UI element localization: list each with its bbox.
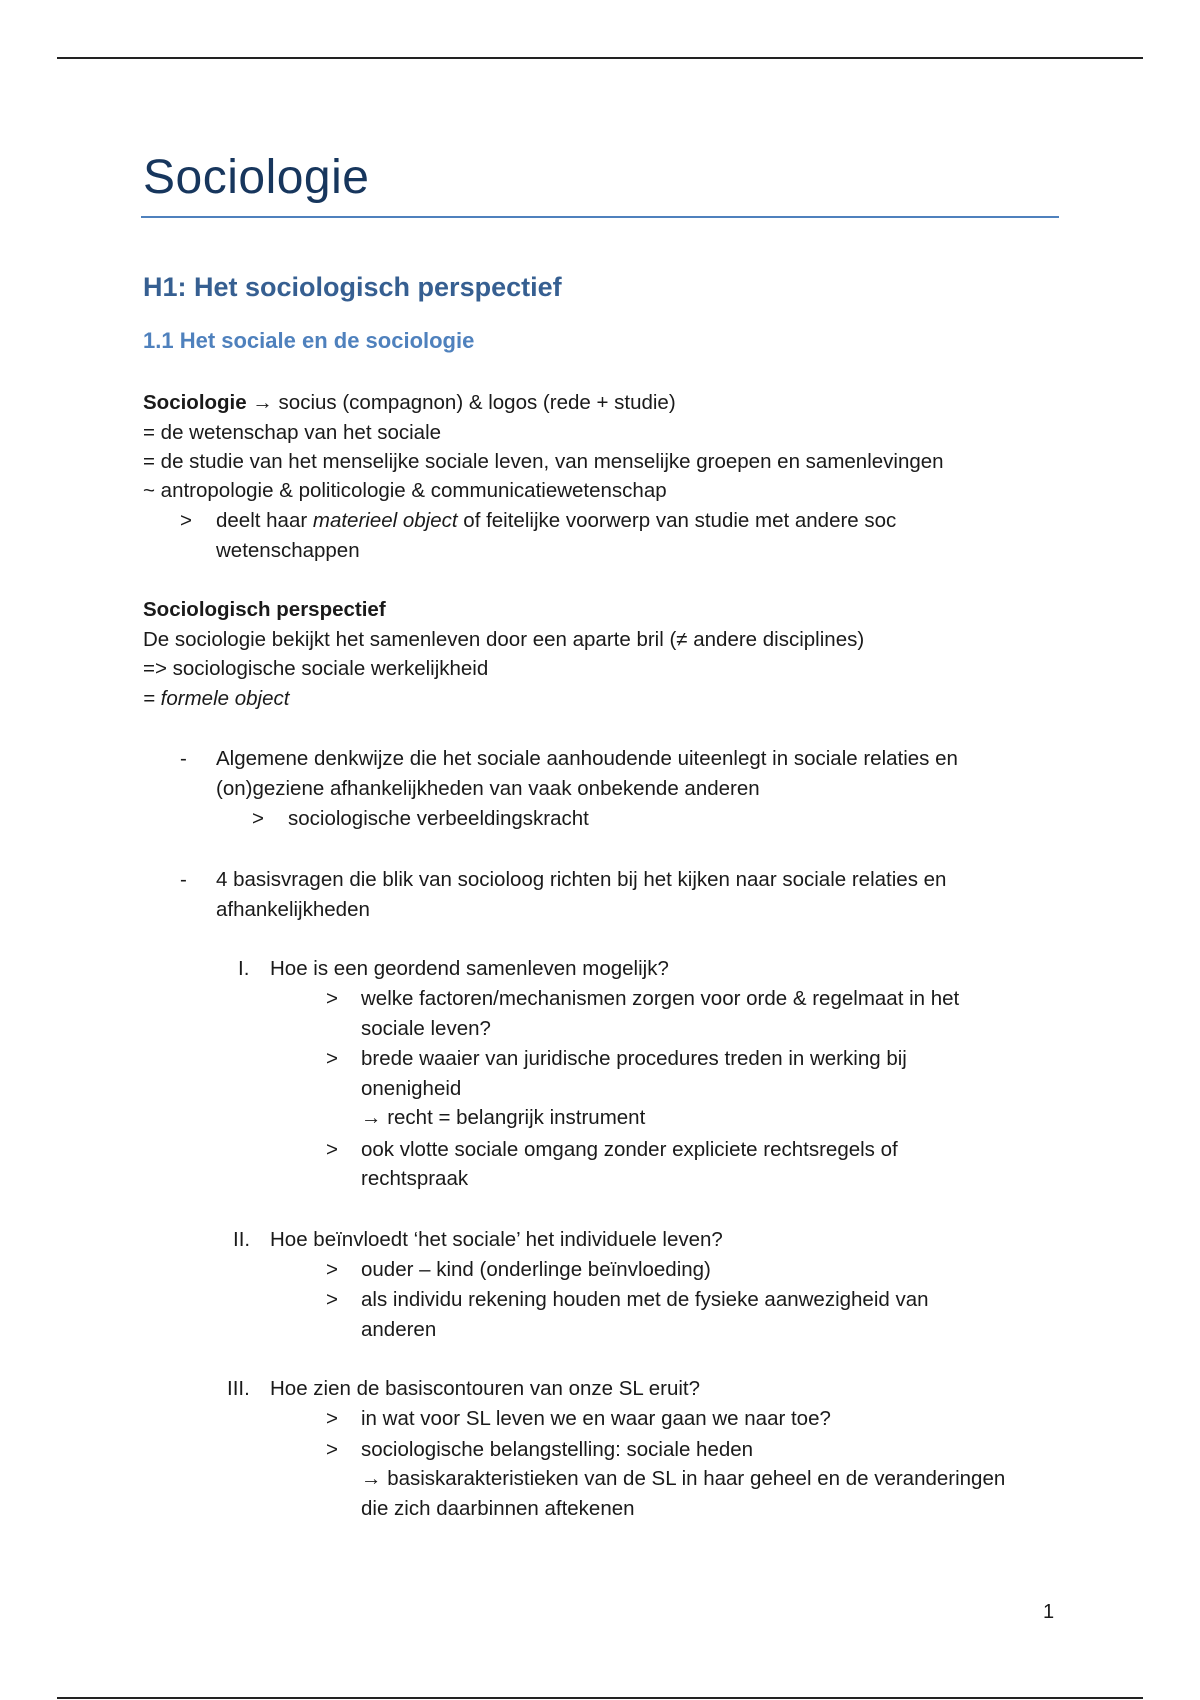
question-1: Hoe is een geordend samenleven mogelijk? [270,957,669,980]
q1-point-c-2: rechtspraak [361,1167,469,1190]
q2-point-b-2: anderen [361,1318,437,1341]
bullet-1-line-1: Algemene denkwijze die het sociale aanhoudende uiteenlegt in sociale relaties en [216,747,958,770]
q2-point-a: ouder – kind (onderlinge beïnvloeding) [361,1258,711,1281]
chapter-heading: H1: Het sociologisch perspectief [143,272,562,302]
chevron-bullet-icon: > [252,807,264,830]
page-number: 1 [1043,1601,1055,1623]
arrow-icon: → [361,1106,382,1129]
dash-bullet-icon: - [180,868,187,891]
chevron-bullet-icon: > [180,509,192,532]
sub-bullet-materieel [216,507,896,535]
q1-point-b-1: brede waaier van juridische procedures treden in werking bij [361,1047,907,1070]
q1-point-b-3 [361,1104,645,1132]
definition-line [143,389,676,417]
chevron-bullet-icon: > [326,1407,338,1430]
arrow-icon: → [252,391,273,414]
definition-line-3: = de studie van het menselijke sociale leven, van menselijke groepen en samenlevingen [143,450,944,473]
question-3: Hoe zien de basiscontouren van onze SL eruit? [270,1377,701,1400]
q1-point-b-3-text: recht = belangrijk instrument [381,1106,646,1129]
bullet-2-line-2: afhankelijkheden [216,898,370,921]
chevron-bullet-icon: > [326,1288,338,1311]
roman-numeral-2: II. [233,1228,251,1251]
chevron-bullet-icon: > [326,987,338,1010]
q3-point-b-3: die zich daarbinnen aftekenen [361,1497,635,1520]
q3-point-b-2-text: basiskarakteristieken van de SL in haar geheel en de veranderingen [381,1467,1006,1490]
roman-numeral-3: III. [227,1377,250,1400]
sub-bullet-continuation: wetenschappen [216,539,360,562]
chevron-bullet-icon: > [326,1258,338,1281]
q1-point-b-2: onenigheid [361,1077,462,1100]
definition-line-2: = de wetenschap van het sociale [143,421,442,444]
sub-text-italic: materieel object [312,509,458,532]
dash-bullet-icon: - [180,747,187,770]
perspective-line-1: De sociologie bekijkt het samenleven door een aparte bril (≠ andere disciplines) [143,628,865,651]
document-title: Sociologie [143,151,370,204]
bullet-1-sub: sociologische verbeeldingskracht [288,807,589,830]
q2-point-b-1: als individu rekening houden met de fysieke aanwezigheid van [361,1288,929,1311]
q1-point-c-1: ook vlotte sociale omgang zonder expliciete rechtsregels of [361,1138,898,1161]
q3-point-b-1: sociologische belangstelling: sociale heden [361,1438,754,1461]
term-sociologie: Sociologie [143,391,247,414]
question-2: Hoe beïnvloedt ‘het sociale’ het individuele leven? [270,1228,723,1251]
sub-text-post: of feitelijke voorwerp van studie met andere soc [457,509,897,532]
arrow-icon: → [361,1467,382,1490]
etymology-text: socius (compagnon) & logos (rede + studie) [272,391,676,414]
bullet-2-line-1: 4 basisvragen die blik van socioloog richten bij het kijken naar sociale relaties en [216,868,947,891]
bullet-1-line-2: (on)geziene afhankelijkheden van vaak onbekende anderen [216,777,760,800]
q1-point-a-2: sociale leven? [361,1017,491,1040]
q3-point-a: in wat voor SL leven we en waar gaan we naar toe? [361,1407,831,1430]
perspective-line-3: = formele object [143,687,290,710]
q1-point-a-1: welke factoren/mechanismen zorgen voor orde & regelmaat in het [361,987,960,1010]
chevron-bullet-icon: > [326,1438,338,1461]
chevron-bullet-icon: > [326,1138,338,1161]
q3-point-b-2 [361,1465,1005,1493]
bottom-rule [57,1697,1143,1699]
sub-text-pre: deelt haar [216,509,313,532]
title-underline [141,216,1059,218]
chevron-bullet-icon: > [326,1047,338,1070]
top-rule [57,57,1143,59]
definition-line-4: ~ antropologie & politicologie & communicatiewetenschap [143,479,667,502]
perspective-heading: Sociologisch perspectief [143,598,386,621]
perspective-line-2: => sociologische sociale werkelijkheid [143,657,489,680]
section-heading: 1.1 Het sociale en de sociologie [143,328,475,353]
roman-numeral-1: I. [238,957,250,980]
